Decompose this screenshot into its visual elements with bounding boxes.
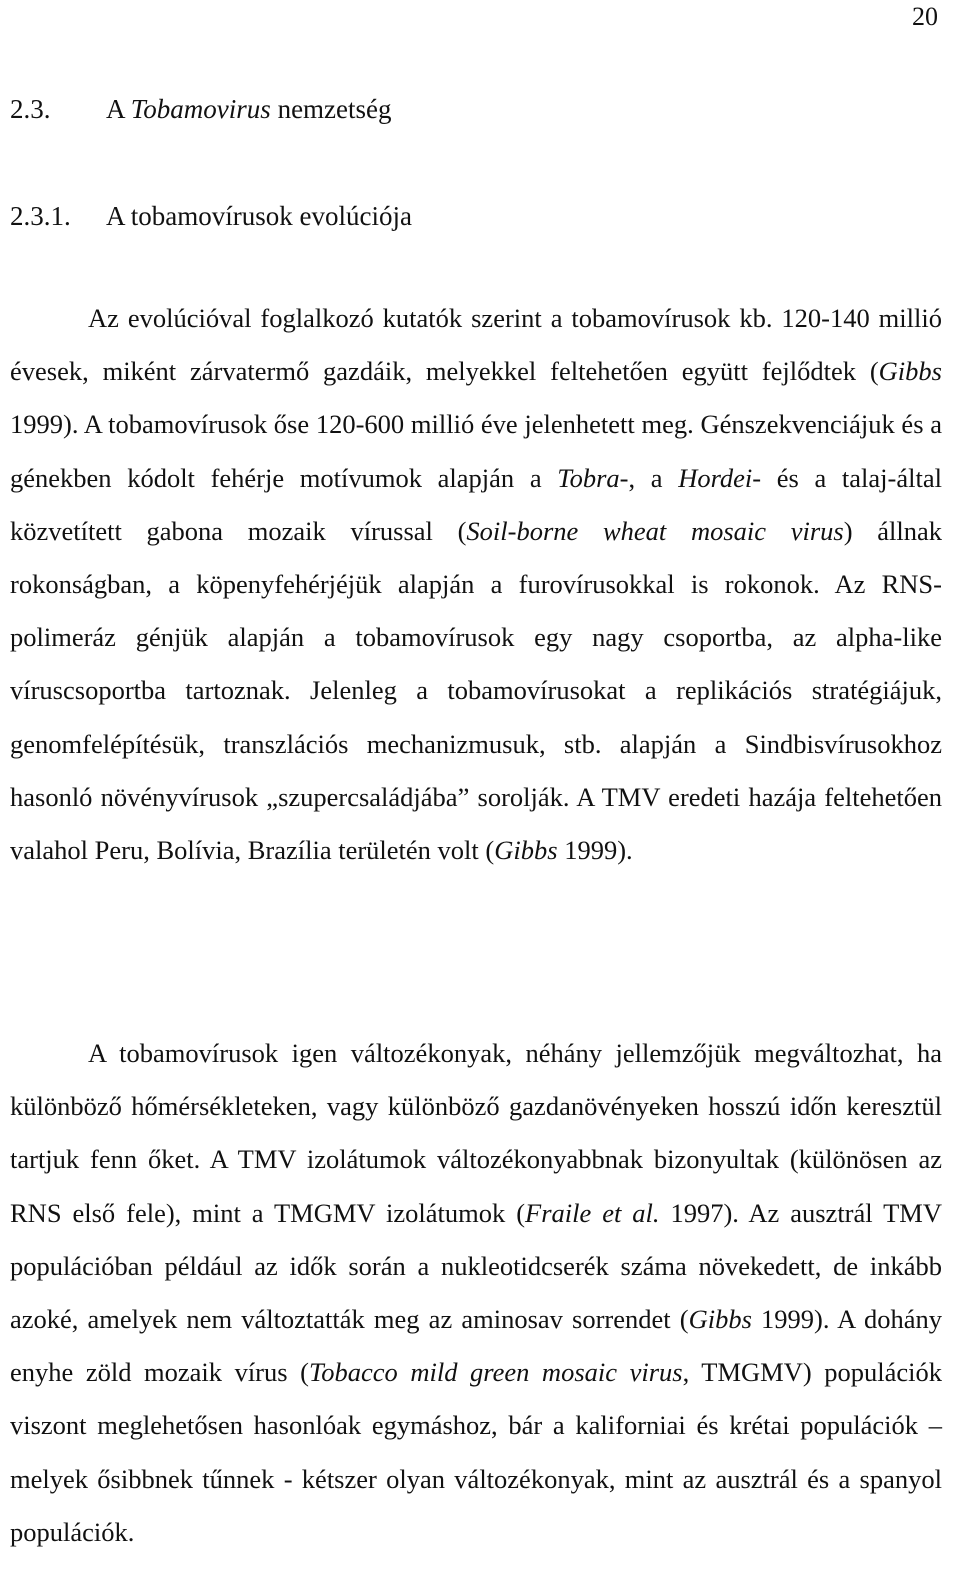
p2-citation-fraile: Fraile et al.	[525, 1197, 660, 1228]
p2-text-1: A tobamovírusok igen változékonyak, néhány jellemzőjük megváltozhat, ha különböző hőmérsékleteken, vagy különböző gazdanövényeken hosszú időn keresztül tartjuk fenn őket. A TMV izolátumok változékonyabbnak bizonyultak (különösen az RNS első fele), mint a TMGMV izolátumok (	[10, 1038, 942, 1228]
section-title-suffix: nemzetség	[270, 94, 392, 124]
p2-citation-gibbs: Gibbs	[688, 1304, 752, 1335]
p2-text-3: 1999). A dohány enyhe zöld mozaik vírus (	[10, 1304, 942, 1388]
p2-virus-tmgmv: Tobacco mild green mosaic virus	[308, 1357, 683, 1388]
p1-taxon-hordei: Hordei	[678, 462, 753, 493]
p1-text-3: -, a	[619, 462, 679, 493]
p2-text-2: 1997). Az ausztrál TMV populációban például az idők során a nukleotidcserék száma növekedett, de inkább azoké, amelyek nem változtatták meg az aminosav sorrendet (	[10, 1197, 942, 1335]
page-number: 20	[912, 2, 938, 31]
subsection-heading	[10, 200, 412, 232]
p2-text-4: , TMGMV) populációk viszont meglehetősen hasonlóak egymáshoz, bár a kaliforniai és krétai populációk – melyek ősibbnek tűnnek - kétszer olyan változékonyak, mint az ausztrál és a spanyol populációk.	[10, 1357, 943, 1547]
subsection-title: A tobamovírusok evolúciója	[106, 201, 412, 231]
p1-text-4: - és a talaj-által közvetített gabona mozaik vírussal (	[10, 462, 942, 546]
p1-virus-sbwmv: Soil-borne wheat mosaic virus	[466, 515, 844, 546]
subsection-number: 2.3.1.	[10, 201, 71, 231]
section-heading	[10, 93, 392, 125]
p1-text-5: ) állnak rokonságban, a köpenyfehérjéjük alapján a furovírusokkal is rokonok. Az RNS-polimeráz génjük alapján a tobamovírusok egy nagy csoportba, az alpha-like víruscsoportba tartoznak. Jelenleg a tobamovírusokat a replikációs stratégiájuk, genomfelépítésük, transzlációs mechanizmusuk, stb. alapján a Sindbisvírusokhoz hasonló növényvírusok „szupercsaládjába” sorolják. A TMV eredeti hazája feltehetően valahol Peru, Bolívia, Brazília területén volt (	[10, 515, 942, 866]
p1-taxon-tobra: Tobra	[557, 462, 620, 493]
section-title-genus: Tobamovirus	[130, 94, 271, 124]
p1-text-1: Az evolúcióval foglalkozó kutatók szerint a tobamovírusok kb. 120-140 millió évesek, miként zárvatermő gazdáik, melyekkel feltehetően együtt fejlődtek (	[10, 303, 942, 387]
p1-text-6: 1999).	[557, 835, 633, 866]
p1-citation-gibbs-2: Gibbs	[494, 835, 558, 866]
p1-citation-gibbs-1: Gibbs	[878, 356, 942, 387]
paragraph-evolution	[10, 292, 942, 877]
p1-text-2: 1999). A tobamovírusok őse 120-600 millió éve jelenhetett meg. Génszekvenciájuk és a génekben kódolt fehérje motívumok alapján a	[10, 409, 942, 493]
section-title-prefix: A	[106, 94, 131, 124]
section-number: 2.3.	[10, 94, 51, 124]
paragraph-variability	[10, 1027, 942, 1559]
